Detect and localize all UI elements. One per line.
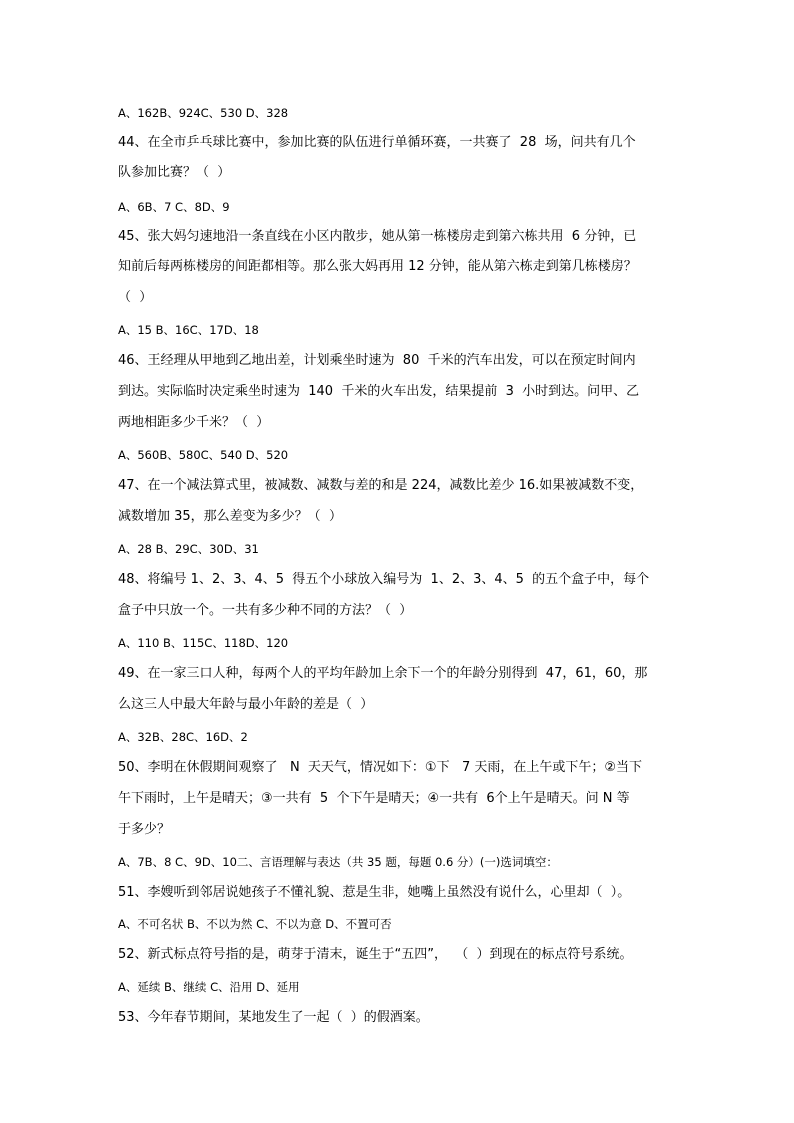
question-text-line: 53、今年春节期间，某地发生了一起（ ）的假酒案。: [118, 1010, 429, 1025]
question-text-line: 49、在一家三口人种，每两个人的平均年龄加上余下一个的年龄分别得到 47，61，60，那: [118, 666, 648, 681]
question-text-line: 到达。实际临时决定乘坐时速为 140 千米的火车出发，结果提前 3 小时到达。问甲、乙: [118, 384, 640, 399]
question-text-line: 盒子中只放一个。一共有多少种不同的方法？（ ）: [118, 603, 413, 618]
question-text-line: 45、张大妈匀速地沿一条直线在小区内散步，她从第一栋楼房走到第六栋共用 6 分钟，已: [118, 229, 637, 244]
answer-options-line: A、110 B、115C、118D、120: [118, 636, 289, 650]
question-text-line: 52、新式标点符号指的是，萌芽于清末，诞生于“五四”， （ ）到现在的标点符号系统。: [118, 947, 633, 962]
answer-options-line: A、560B、580C、540 D、520: [118, 448, 289, 462]
question-text-line: 44、在全市乒乓球比赛中，参加比赛的队伍进行单循环赛，一共赛了 28 场，问共有几个: [118, 135, 636, 150]
answer-options-line: A、28 B、29C、30D、31: [118, 542, 259, 556]
question-text-line: 队参加比赛？（ ）: [118, 165, 231, 180]
answer-options-line: A、6B、7 C、8D、9: [118, 200, 230, 214]
answer-options-line: A、不可名状 B、不以为然 C、不以为意 D、不置可否: [118, 917, 392, 931]
question-text-line: 午下雨时，上午是晴天；③一共有 5 个下午是晴天；④一共有 6个上午是晴天。问 N 等: [118, 791, 630, 806]
question-text-line: （ ）: [118, 290, 153, 305]
answer-options-line: A、延续 B、继续 C、沿用 D、延用: [118, 980, 300, 994]
answer-options-line: A、15 B、16C、17D、18: [118, 323, 259, 337]
question-text-line: 减数增加 35，那么差变为多少？（ ）: [118, 509, 342, 524]
question-text-line: 于多少？: [118, 822, 171, 837]
answer-options-line: A、32B、28C、16D、2: [118, 730, 248, 744]
answer-options-line: A、162B、924C、530 D、328: [118, 106, 289, 120]
question-text-line: 两地相距多少千米？（ ）: [118, 415, 270, 430]
answer-options-line: A、7B、8 C、9D、10二、言语理解与表达（共 35 题，每题 0.6 分）(一)选词填空：: [118, 855, 558, 869]
question-text-line: 46、王经理从甲地到乙地出差，计划乘坐时速为 80 千米的汽车出发，可以在预定时间内: [118, 353, 636, 368]
question-text-line: 48、将编号 1、2、3、4、5 得五个小球放入编号为 1、2、3、4、5 的五个盒子中，每个: [118, 572, 650, 587]
question-text-line: 50、李明在休假期间观察了 N 天天气，情况如下：①下 7 天雨，在上午或下午；②当下: [118, 760, 643, 775]
question-text-line: 47、在一个减法算式里，被减数、减数与差的和是 224，减数比差少 16.如果被减数不变，: [118, 478, 644, 493]
question-text-line: 知前后每两栋楼房的间距都相等。那么张大妈再用 12 分钟，能从第六栋走到第几栋楼房？: [118, 259, 637, 274]
question-text-line: 51、李嫂听到邻居说她孩子不懂礼貌、惹是生非，她嘴上虽然没有说什么，心里却（ ）。: [118, 885, 631, 900]
question-text-line: 么这三人中最大年龄与最小年龄的差是（ ）: [118, 697, 374, 712]
